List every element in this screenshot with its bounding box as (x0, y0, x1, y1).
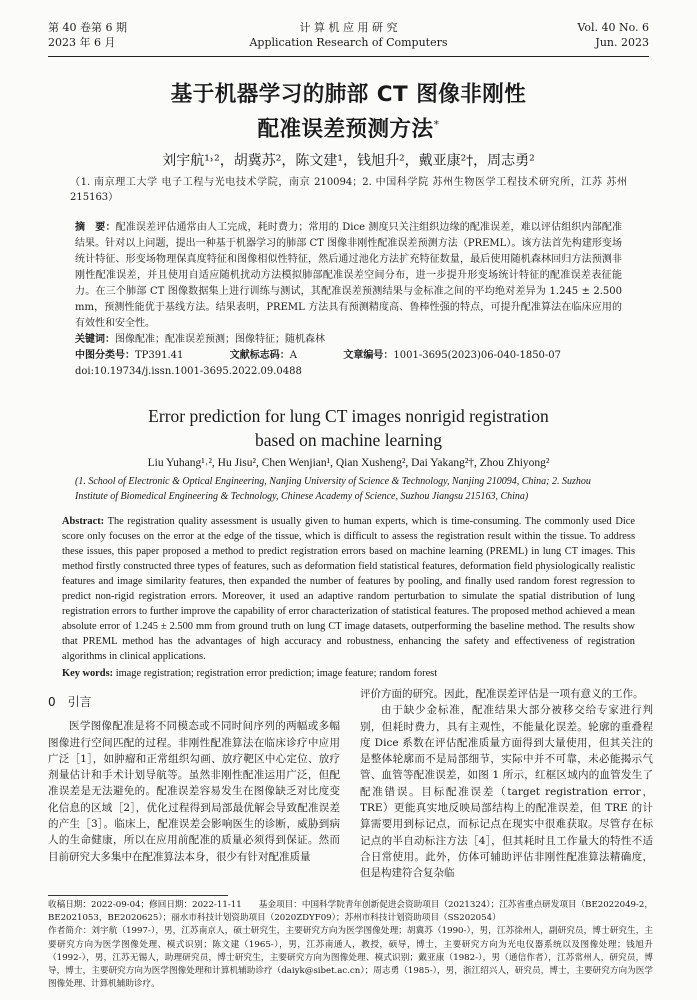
affiliation-en: (1. School of Electronic & Optical Engineering, Nanjing University of Science & Technology, Nanjing 210094, China; 2. Suzhou Institute of Biomedical Engineering & Technology, Chinese Academy of Science, Suzhou Jiangsu 215163, China) (75, 476, 591, 502)
paper-title-cn: 基于机器学习的肺部 CT 图像非刚性 配准误差预测方法* (170, 82, 527, 143)
footnote-dates-funding: 收稿日期：2022-09-04；修回日期：2022-11-11 基金项目：中国科学院青年创新促进会资助项目（2021324）；江苏省重点研发项目（BE2022049-2，BE2021053，BE2020625）；丽水市科技计划资助项目（2020ZDYF09）；苏州市科技计划资助项目（SS202054） (48, 900, 653, 924)
authors-en: Liu Yuhang¹˒², Hu Jisu², Chen Wenjian¹, Qian Xusheng², Dai Yakang²†, Zhou Zhiyong² (147, 457, 550, 469)
body-paragraph: 医学图像配准是将不同模态或不同时间序列的两幅或多幅图像进行空间匹配的过程。非刚性配准算法在临床诊疗中应用广泛［1］，如肿瘤和正常组织勾画、放疗靶区中心定位、放疗剂量估计和手术计划导航等。虽然非刚性配准运用广泛，但配准误差是无法避免的。配准误差容易发生在图像缺乏对比度变化信息的区域［2］，优化过程得到局部最优解会导致配准误差的产生［3］。临床上，配准误差会影响医生的诊断，威胁到病人的生命健康，所以在应用前配准的质量必须得到保证。然而目前研究大多集中在配准算法本身，很少有针对配准质量 (48, 720, 340, 863)
classification-row: 中图分类号：TP391.41 文献标志码：A 文章编号：1001-3695(2023)06-040-1850-07 (75, 350, 562, 361)
journal-volume-issue: 第 40 卷第 6 期 2023 年 6 月 (48, 21, 127, 49)
footnote-author-bios: 作者简介：刘宇航（1997-），男，江苏南京人，硕士研究生，主要研究方向为医学图像处理；胡冀苏（1990-），男，江苏徐州人，副研究员，博士研究生，主要研究方向为医学图像处理、模式识别；陈文建（1965-），男，江苏南通人，教授，硕导，博士，主要研究方向为光电仪器系统以及图像处理；钱旭升（1992-），男，江苏无锡人，助理研究员，博士研究生，主要研究方向为图像处理、模式识别；戴亚康（1982-），男（通信作者），江苏常州人，研究员，博导，博士，主要研究方向为医学图像处理和计算机辅助诊疗（daiyk@sibet.ac.cn）；周志勇（1985-），男，浙江绍兴人，研究员，博士，主要研究方向为医学图像处理、计算机辅助诊疗。 (48, 926, 653, 990)
running-header (48, 20, 649, 54)
abstract-cn (75, 220, 622, 380)
keywords-cn-text: 图像配准；配准误差预测；图像特征；随机森林 (115, 334, 325, 345)
keywords-cn-label: 关键词： (75, 334, 115, 345)
authors-cn: 刘宇航¹˒²，胡冀苏²，陈文建¹，钱旭升²，戴亚康²†，周志勇² (162, 153, 535, 169)
abstract-en-label: Abstract: (62, 516, 105, 527)
affiliation-cn: （1. 南京理工大学 电子工程与光电技术学院，南京 210094；2. 中国科学院 苏州生物医学工程技术研究所，江苏 苏州 215163） (70, 177, 627, 203)
journal-title: 计 算 机 应 用 研 究 Application Research of Computers (249, 21, 448, 49)
footnotes (48, 899, 653, 991)
abstract-cn-text: 配准误差评估通常由人工完成，耗时费力；常用的 Dice 测度只关注组织边缘的配准误差，难以评估组织内部配准结果。针对以上问题，提出一种基于机器学习的肺部 CT 图像非刚性配准误差预测方法（PREML）。该方法首先构建形变场统计特征、形变场物理保真度特征和图像相似性特征，然后通过池化方法扩充特征数量，最后使用随机森林回归方法预测非刚性配准误差，并且使用自适应随机扰动方法模拟肺部配准误差空间分布，进一步提升形变场统计特征的配准误差表征能力。在三个肺部 CT 图像数据集上进行训练与测试，其配准误差预测结果与金标准之间的平均绝对差异为 1.245 ± 2.500 mm，预测性能优于基线方法。结果表明，PREML 方法具有预测精度高、鲁棒性强的特点，可提升配准算法在临床应用的有效性和安全性。 (75, 222, 622, 329)
body-paragraph: 评价方面的研究。因此，配准误差评估是一项有意义的工作。 (360, 688, 644, 700)
footnote-divider (48, 895, 228, 896)
abstract-cn-label: 摘 要： (75, 222, 116, 233)
journal-volume-issue-en: Vol. 40 No. 6 Jun. 2023 (577, 21, 649, 49)
abstract-en-text: The registration quality assessment is usually given to human experts, which is time-consuming. The commonly used Dice score only focuses on the error at the edge of the tissue, which is difficult to assess the registration result within the tissue. To address these issues, this paper proposed a method to predict registration errors based on machine learning (PREML) in lung CT images. This method firstly constructed three types of features, such as deformation field statistical features, deformation field physiologically realistic features and image similarity features, then expanded the number of features by pooling, and finally used random forest regression to predict non-rigid registration errors. Moreover, it used an adaptive random perturbation to simulate the spatial distribution of lung registration errors to further improve the capability of error characterization of statistical features. The proposed method achieved a mean absolute error of 1.245 ± 2.500 mm from ground truth on lung CT image datasets, outperforming the baseline method. The results show that PREML method has the advantages of high accuracy and robustness, enhancing the safety and effectiveness of registration algorithms in clinical applications. (62, 516, 635, 662)
body-column-left (48, 684, 340, 865)
abstract-en (62, 514, 635, 664)
section-heading-intro: 0 引言 (48, 695, 92, 709)
doi: doi:10.19734/j.issn.1001-3695.2022.09.0488 (75, 366, 302, 377)
paper-title-en: Error prediction for lung CT images nonrigid registration based on machine learning (148, 406, 549, 450)
keywords-en: Key words: image registration; registration error prediction; image feature; random forest (62, 668, 438, 679)
body-paragraph: 由于缺少金标准，配准结果大部分被移交给专家进行判别，但耗时费力，具有主观性，不能量化误差。轮廓的重叠程度 Dice 系数在评估配准质量方面得到大量使用，但其关注的是整体轮廓而不是局部细节，实际中并不可靠，未必能揭示气管、血管等配准误差，如图 1 所示，红框区域内的血管发生了配准错误。目标配准误差（target registration error，TRE）更能真实地反映局部结构上的配准误差，但 TRE 的计算需要用到标记点，而标记点在现实中很难获取。尽管存在标记点的半自动标注方法［4］，但其耗时且工作量大的特性不适合日常使用。此外，仿体可辅助评估非刚性配准算法精确度，但是构建符合复杂临 (360, 704, 653, 880)
header-divider (48, 56, 649, 57)
body-column-right (360, 686, 653, 882)
